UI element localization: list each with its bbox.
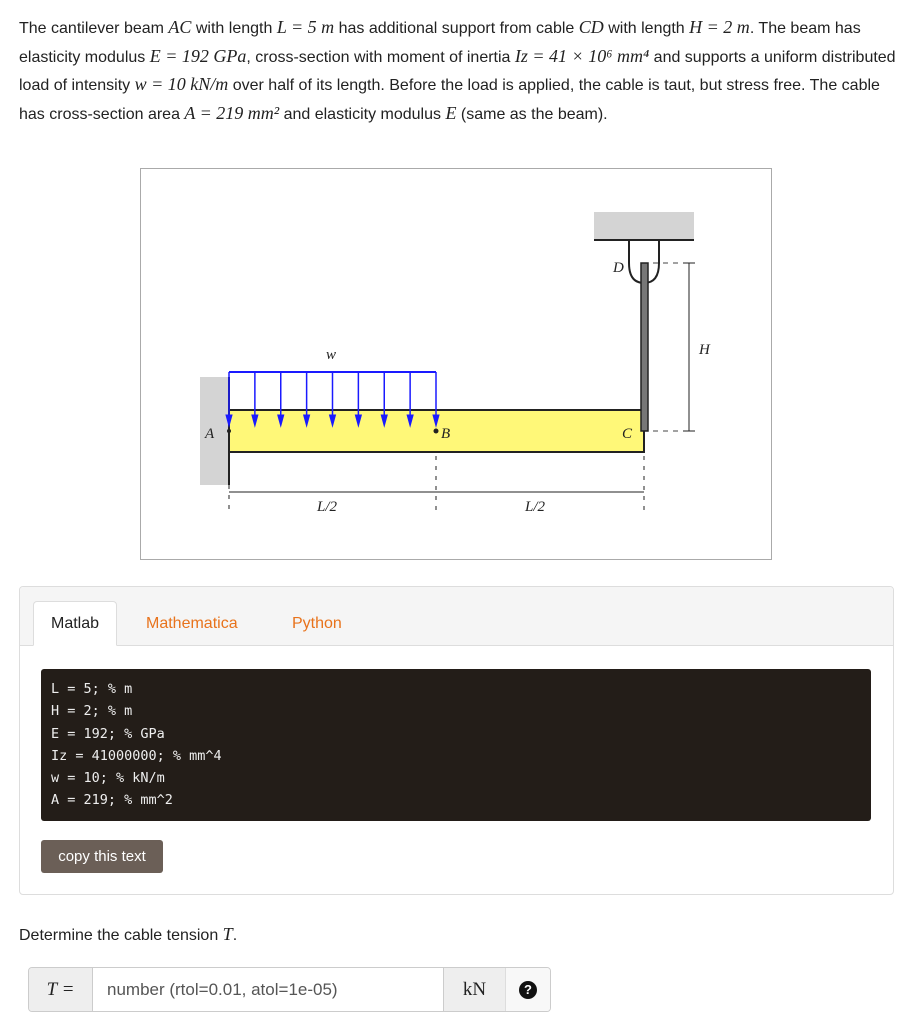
problem-text: over half of its length. Before the load is applied, the cable is taut, but stress free. The cable has cross-section area bbox=[19, 77, 880, 123]
math-expression: w = 10 kN/m bbox=[134, 74, 229, 94]
code-panel bbox=[19, 586, 894, 895]
label-h: H bbox=[699, 342, 710, 358]
question-end: . bbox=[232, 927, 238, 944]
question-prompt bbox=[19, 924, 237, 945]
math-expression: E bbox=[445, 102, 457, 123]
problem-text: (same as the beam). bbox=[456, 105, 608, 123]
problem-statement bbox=[19, 14, 909, 128]
question-text: Determine the cable tension bbox=[19, 927, 223, 944]
problem-text: . The beam has elasticity modulus bbox=[19, 20, 861, 66]
problem-text: with length bbox=[191, 20, 277, 37]
label-b: B bbox=[441, 426, 451, 442]
tab-matlab[interactable]: Matlab bbox=[33, 601, 117, 646]
language-tabs bbox=[20, 587, 893, 646]
label-half-1: L/2 bbox=[317, 499, 338, 515]
answer-input-group bbox=[28, 967, 551, 1012]
problem-text: and supports a uniform distributed load of intensity bbox=[19, 48, 896, 94]
help-button[interactable] bbox=[505, 968, 550, 1011]
math-expression: H = 2 m bbox=[689, 17, 750, 37]
question-variable: T bbox=[222, 924, 233, 944]
math-expression: A = 219 mm² bbox=[184, 102, 280, 123]
beam-diagram bbox=[140, 168, 772, 560]
problem-text: The cantilever beam bbox=[19, 20, 169, 37]
code-block[interactable]: L = 5; % m H = 2; % m E = 192; % GPa Iz = 41000000; % mm^4 w = 10; % kN/m A = 219; % mm^2 bbox=[41, 669, 871, 821]
math-expression: Iz = 41 × 10⁶ mm⁴ bbox=[514, 45, 650, 66]
math-expression: AC bbox=[168, 17, 192, 37]
label-w: w bbox=[326, 347, 337, 363]
label-c: C bbox=[622, 426, 633, 442]
math-expression: E = 192 GPa bbox=[149, 45, 247, 66]
question-circle-icon: ? bbox=[519, 981, 537, 999]
beam-diagram-svg bbox=[141, 169, 771, 559]
problem-text: has additional support from cable bbox=[334, 20, 579, 37]
answer-input[interactable] bbox=[93, 968, 443, 1011]
math-expression: L = 5 m bbox=[276, 17, 335, 37]
problem-text: , cross-section with moment of inertia bbox=[246, 48, 515, 66]
unit-label: kN bbox=[443, 968, 505, 1011]
math-expression: CD bbox=[578, 17, 604, 37]
copy-text-button[interactable]: copy this text bbox=[41, 840, 163, 873]
label-a: A bbox=[205, 426, 215, 442]
ceiling-support bbox=[594, 212, 694, 239]
label-d: D bbox=[613, 260, 624, 276]
label-half-2: L/2 bbox=[525, 499, 546, 515]
tab-python[interactable]: Python bbox=[292, 615, 342, 632]
cable bbox=[641, 263, 648, 431]
answer-label: T = bbox=[29, 968, 93, 1011]
problem-text: and elasticity modulus bbox=[279, 105, 446, 123]
problem-text: with length bbox=[603, 20, 690, 37]
tab-mathematica[interactable]: Mathematica bbox=[146, 615, 238, 632]
